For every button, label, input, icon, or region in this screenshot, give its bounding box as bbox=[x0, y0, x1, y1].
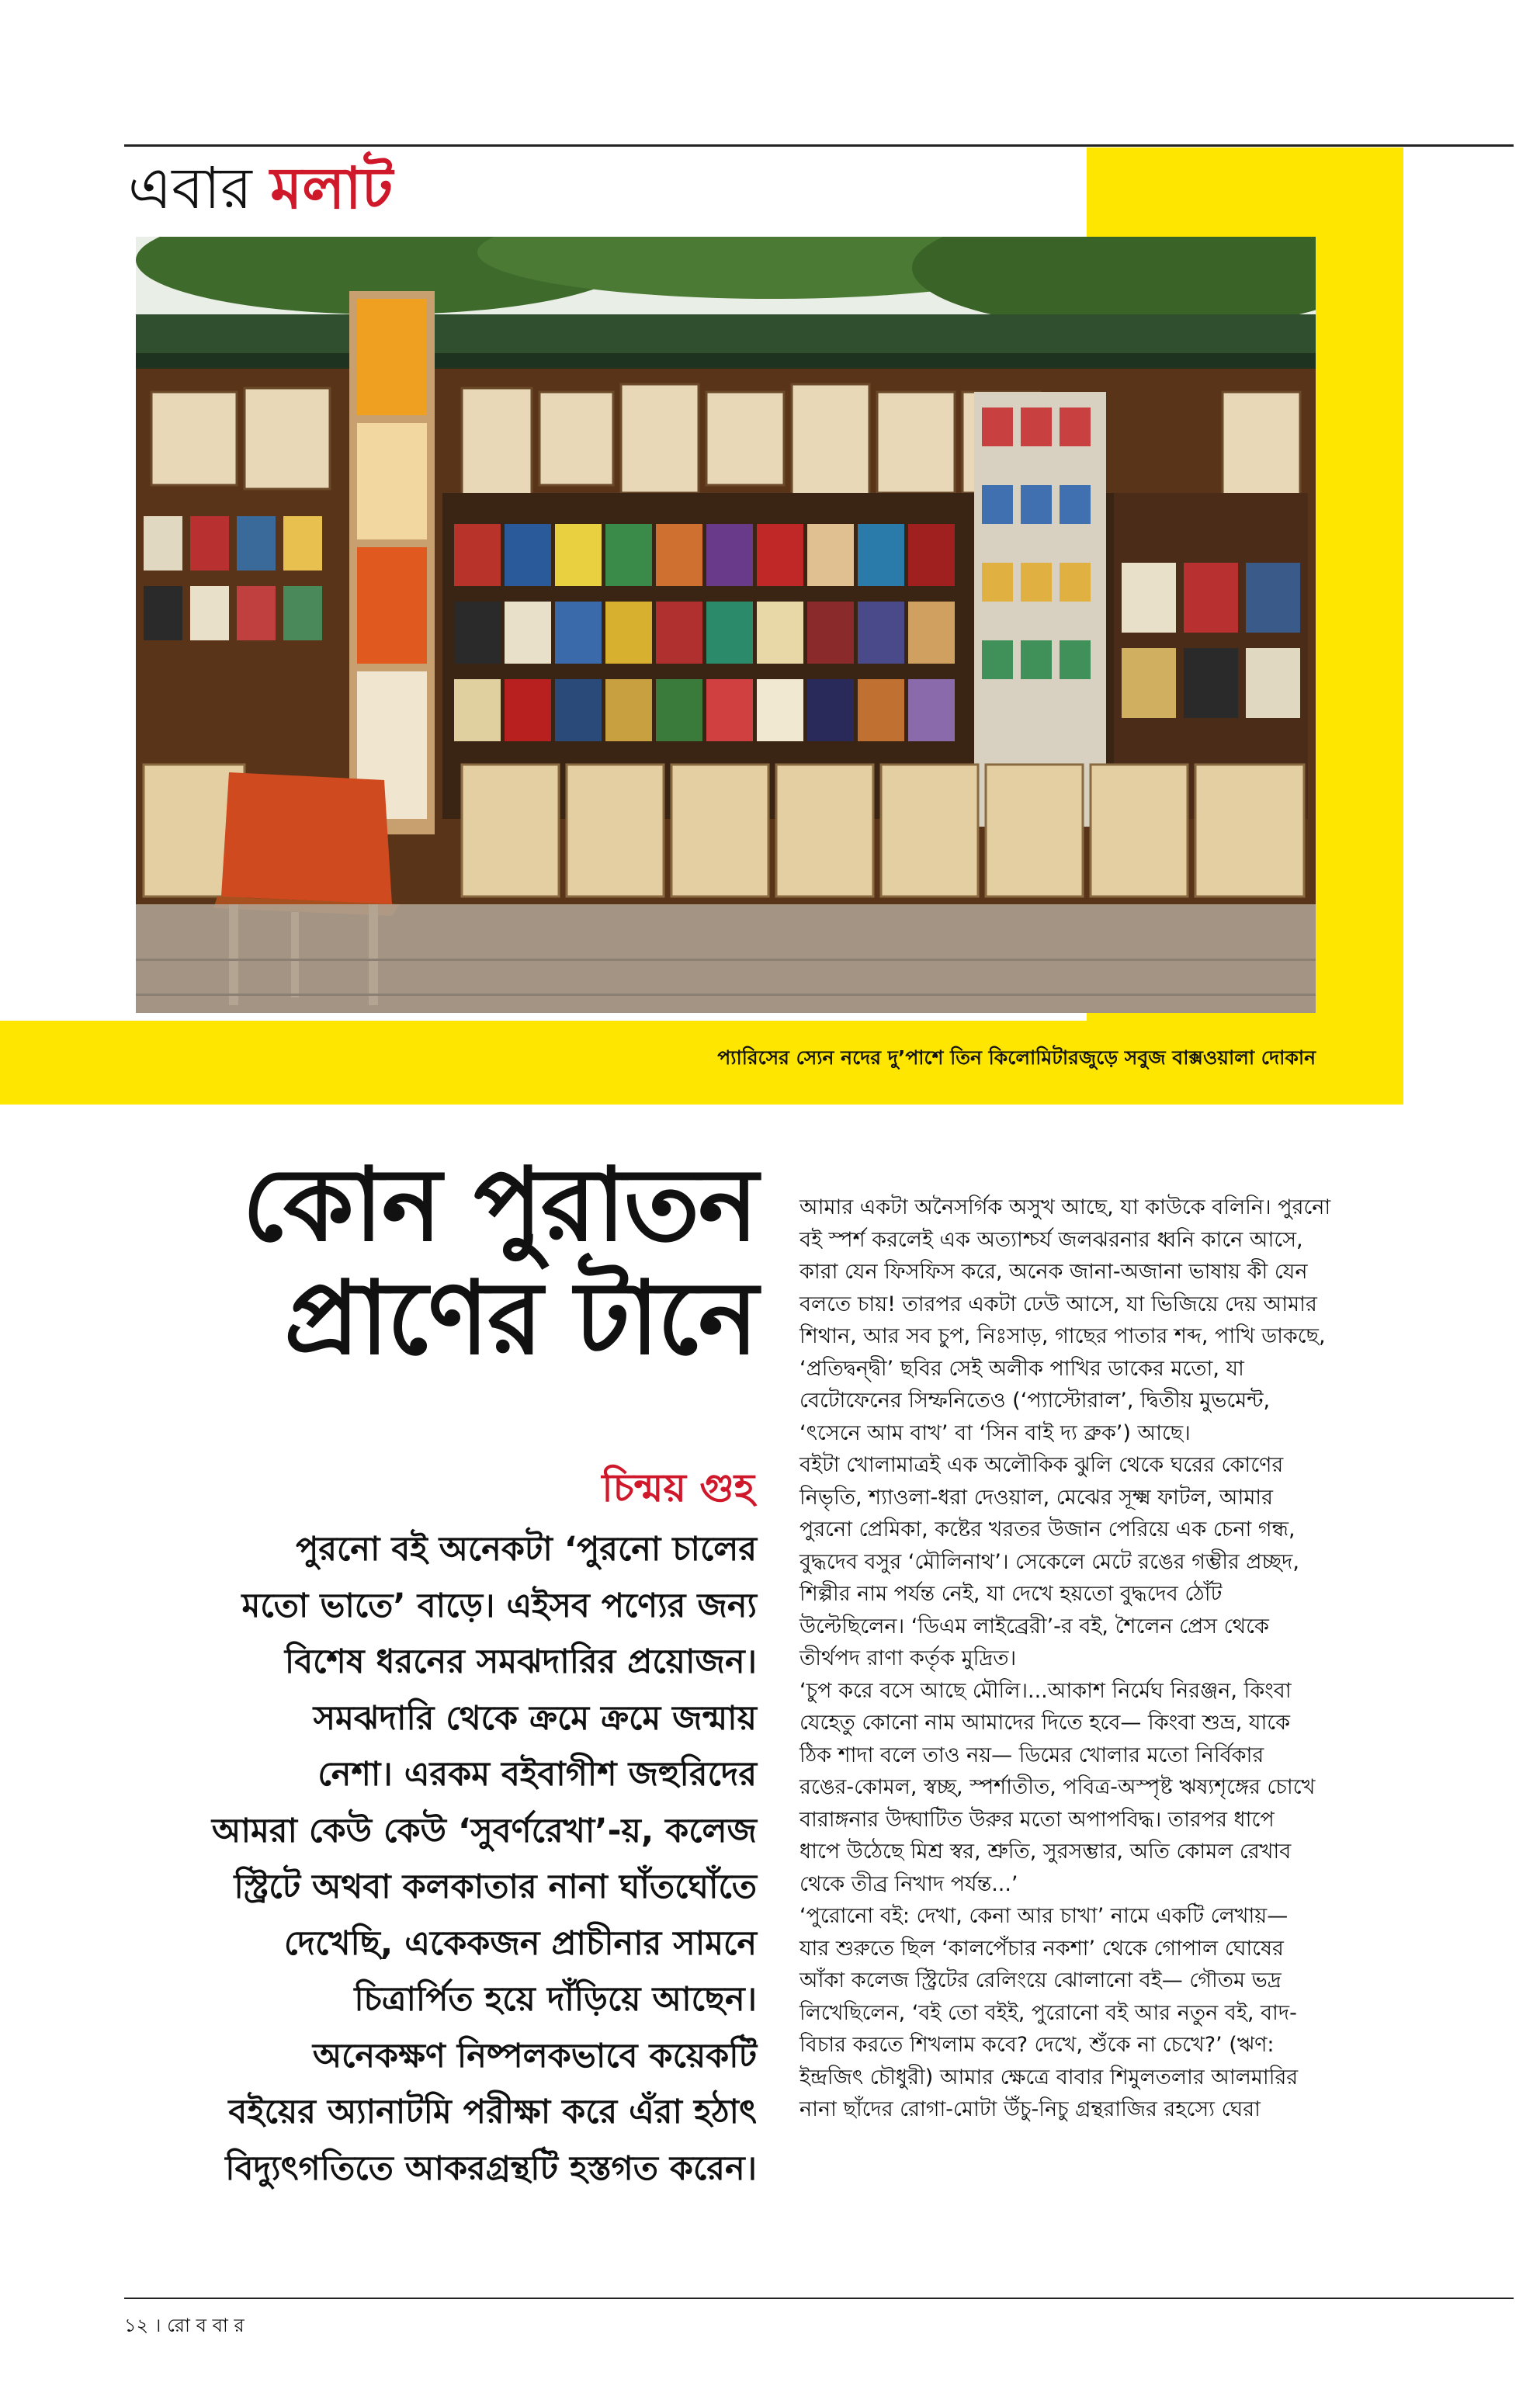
standfirst-line: পুরনো বই অনেকটা ‘পুরনো চালের bbox=[296, 1530, 757, 1569]
body-line: ঠিক শাদা বলে তাও নয়— ডিমের খোলার মতো নির্বিকার bbox=[799, 1743, 1264, 1767]
body-line: বইটা খোলামাত্রই এক অলৌকিক ঝুলি থেকে ঘরের কোণের bbox=[799, 1453, 1284, 1477]
section-heading-word1: এবার bbox=[128, 155, 252, 222]
standfirst-line: আমরা কেউ কেউ ‘সুবর্ণরেখা’-য়, কলেজ bbox=[211, 1811, 757, 1850]
standfirst-line: মতো ভাতে’ বাড়ে। এইসব পণ্যের জন্য bbox=[241, 1586, 757, 1625]
body-line: বুদ্ধদেব বসুর ‘মৌলিনাথ’। সেকেলে মেটে রঙের গম্ভীর প্রচ্ছদ, bbox=[799, 1549, 1299, 1574]
author-byline: চিন্ময় গুহ bbox=[602, 1465, 754, 1510]
body-line: ‘পুরোনো বই: দেখা, কেনা আর চাখা’ নামে একটি লেখায়— bbox=[799, 1904, 1289, 1928]
body-line: বই স্পর্শ করলেই এক অত্যাশ্চর্য জলঝরনার ধ্বনি কানে আসে, bbox=[799, 1227, 1303, 1252]
body-line: তীর্থপদ রাণা কর্তৃক মুদ্রিত। bbox=[799, 1646, 1017, 1670]
standfirst bbox=[109, 1521, 757, 2197]
headline-line2: প্রাণের টানে bbox=[284, 1258, 757, 1377]
body-line: বিচার করতে শিখলাম কবে? দেখে, শুঁকে না চেখে?’ (ঋণ: bbox=[799, 2033, 1275, 2057]
page-number: ১২ bbox=[124, 2315, 149, 2336]
body-line: বলতে চায়! তারপর একটা ঢেউ আসে, যা ভিজিয়ে দেয় আমার bbox=[799, 1292, 1317, 1316]
body-line: যার শুরুতে ছিল ‘কালপেঁচার নকশা’ থেকে গোপাল ঘোষের bbox=[799, 1936, 1284, 1961]
body-line: শিথান, আর সব চুপ, নিঃসাড়, গাছের পাতার শব্দ, পাখি ডাকছে, bbox=[799, 1324, 1326, 1348]
bookstall-photo bbox=[136, 237, 1316, 1013]
standfirst-line: সমঝদারি থেকে ক্রমে ক্রমে জন্মায় bbox=[313, 1698, 757, 1738]
article-body bbox=[799, 1191, 1502, 2126]
body-line: যেহেতু কোনো নাম আমাদের দিতে হবে— কিংবা শুভ্র, যাকে bbox=[799, 1711, 1291, 1735]
body-line: ইন্দ্রজিৎ চৌধুরী) আমার ক্ষেত্রে বাবার শিমুলতলার আলমারির bbox=[799, 2065, 1299, 2090]
standfirst-line: বিদ্যুৎগতিতে আকরগ্রন্থটি হস্তগত করেন। bbox=[225, 2148, 757, 2188]
standfirst-line: অনেকক্ষণ নিষ্পলকভাবে কয়েকটি bbox=[312, 2036, 757, 2076]
standfirst-line: নেশা। এরকম বইবাগীশ জহুরিদের bbox=[317, 1755, 757, 1794]
standfirst-line: দেখেছি, একেকজন প্রাচীনার সামনে bbox=[283, 1923, 757, 1963]
body-line: বেটোফেনের সিম্ফনিতেও (‘প্যাস্টোরাল’, দ্বিতীয় মুভমেন্ট, bbox=[799, 1389, 1271, 1413]
body-line: উল্টেছিলেন। ‘ডিএম লাইব্রেরী’-র বই, শৈলেন প্রেস থেকে bbox=[799, 1614, 1269, 1639]
section-heading bbox=[128, 155, 394, 222]
bottom-rule bbox=[124, 2298, 1514, 2299]
body-line: পুরনো প্রেমিকা, কষ্টের খরতর উজান পেরিয়ে এক চেনা গন্ধ, bbox=[799, 1517, 1295, 1542]
body-line: বারাঙ্গনার উদ্ঘাটিত উরুর মতো অপাপবিদ্ধ। তারপর ধাপে bbox=[799, 1807, 1275, 1832]
body-line: কারা যেন ফিসফিস করে, অনেক জানা-অজানা ভাষায় কী যেন bbox=[799, 1260, 1308, 1284]
publication-name: রো ব বা র bbox=[167, 2315, 245, 2336]
body-line: আঁকা কলেজ স্ট্রিটের রেলিংয়ে ঝোলানো বই— গৌতম ভদ্র bbox=[799, 1968, 1282, 1992]
page-folio bbox=[124, 2311, 245, 2343]
body-line: থেকে তীব্র নিখাদ পর্যন্ত...’ bbox=[799, 1871, 1018, 1896]
top-rule bbox=[124, 144, 1514, 147]
headline-line1: কোন পুরাতন bbox=[242, 1146, 757, 1264]
body-line: ‘প্রতিদ্বন্দ্বী’ ছবির সেই অলীক পাখির ডাকের মতো, যা bbox=[799, 1356, 1244, 1381]
body-line: লিখেছিলেন, ‘বই তো বইই, পুরোনো বই আর নতুন বই, বাদ- bbox=[799, 2000, 1297, 2025]
standfirst-line: স্ট্রিটে অথবা কলকাতার নানা ঘাঁতঘোঁতে bbox=[234, 1868, 757, 1906]
body-line: ‘ৎসেনে আম বাখ’ বা ‘সিন বাই দ্য ব্রুক’) আছে। bbox=[799, 1420, 1191, 1445]
section-heading-word2: মলাট bbox=[270, 155, 394, 222]
standfirst-line: বিশেষ ধরনের সমঝদারির প্রয়োজন। bbox=[284, 1642, 757, 1681]
standfirst-line: চিত্রার্পিত হয়ে দাঁড়িয়ে আছেন। bbox=[354, 1980, 757, 2019]
body-line: শিল্পীর নাম পর্যন্ত নেই, যা দেখে হয়তো বুদ্ধদেব ঠোঁট bbox=[799, 1582, 1223, 1606]
body-line: আমার একটা অনৈসর্গিক অসুখ আছে, যা কাউকে বলিনি। পুরনো bbox=[799, 1195, 1331, 1219]
body-line: নানা ছাঁদের রোগা-মোটা উঁচু-নিচু গ্রন্থরাজির রহস্যে ঘেরা bbox=[799, 2097, 1261, 2121]
standfirst-line: বইয়ের অ্যানাটমি পরীক্ষা করে এঁরা হঠাৎ bbox=[228, 2093, 757, 2131]
photo-caption: প্যারিসের স্যেন নদের দু’পাশে তিন কিলোমিটারজুড়ে সবুজ বাক্সওয়ালা দোকান bbox=[717, 1046, 1316, 1069]
headline bbox=[116, 1146, 757, 1377]
folio-separator: । bbox=[154, 2315, 161, 2336]
body-line: নিভৃতি, শ্যাওলা-ধরা দেওয়াল, মেঝের সূক্ষ্ম ফাটল, আমার bbox=[799, 1485, 1273, 1510]
body-line: ‘চুপ করে বসে আছে মৌলি।...আকাশ নির্মেঘ নিরঞ্জন, কিংবা bbox=[799, 1678, 1292, 1703]
body-line: রঙের-কোমল, স্বচ্ছ, স্পর্শাতীত, পবিত্র-অস্পৃষ্ট ঋষ্যশৃঙ্গের চোখে bbox=[799, 1775, 1316, 1799]
body-line: ধাপে উঠেছে মিশ্র স্বর, শ্রুতি, সুরসম্ভার, অতি কোমল রেখাব bbox=[799, 1840, 1292, 1864]
